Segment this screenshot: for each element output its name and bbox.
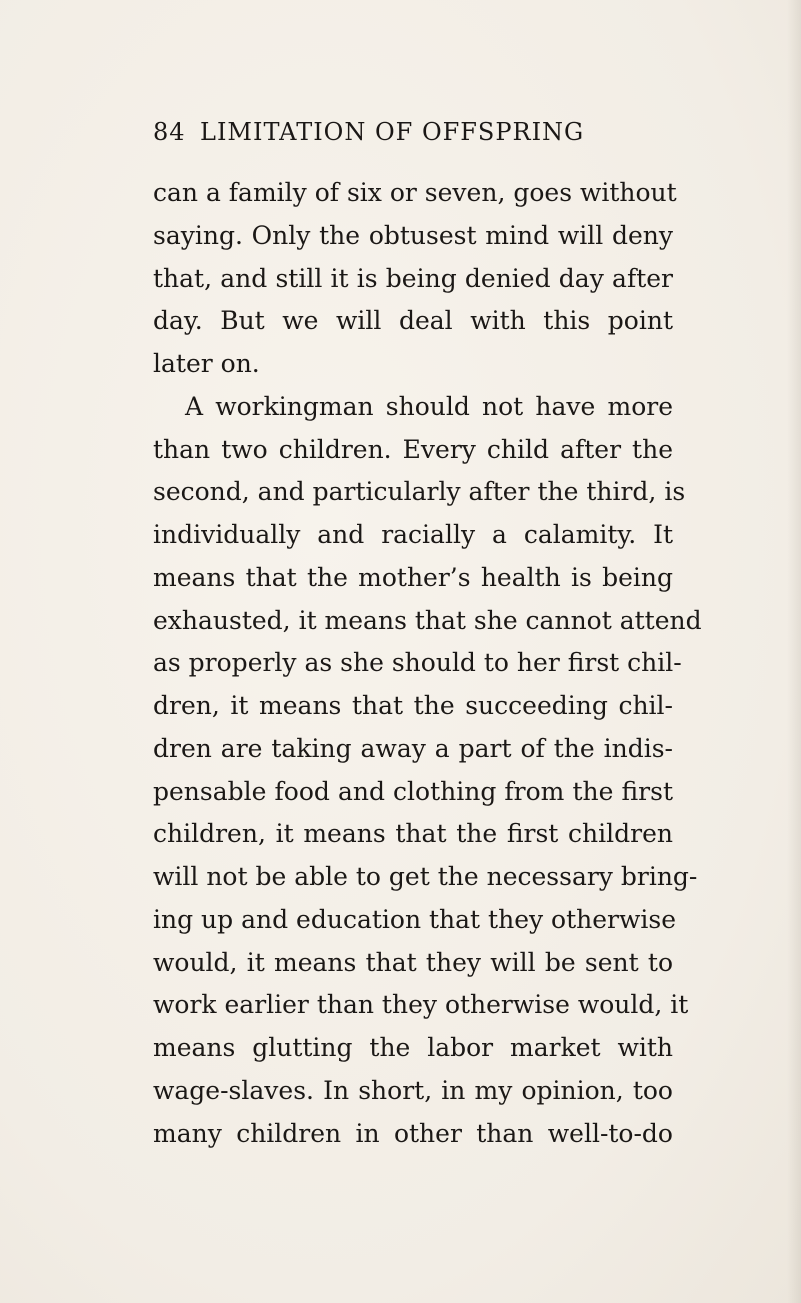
text-line: dren, it means that the succeeding chil- (153, 691, 673, 720)
text-line: second, and particularly after the third, is (153, 477, 686, 507)
text-line: means glutting the labor market with (153, 1033, 673, 1062)
text-line: than two children. Every child after the (153, 434, 673, 464)
text-line: pensable food and clothing from the first (153, 776, 673, 806)
text-line: many children in other than well-to-do (153, 1118, 673, 1148)
text-line: A workingman should not have more (185, 391, 673, 421)
text-line: individually and racially a calamity. It (153, 520, 673, 549)
text-line: dren are taking away a part of the indis- (153, 733, 673, 763)
text-line: later on. (153, 349, 260, 378)
text-line: wage-slaves. In short, in my opinion, too (153, 1075, 673, 1105)
text-line: can a family of six or seven, goes without (153, 178, 677, 207)
text-line: would, it means that they will be sent to (153, 947, 673, 977)
text-line: work earlier than they otherwise would, it (153, 990, 689, 1020)
text-line: as properly as she should to her first chil- (153, 648, 682, 678)
text-line: exhausted, it means that she cannot attend (153, 605, 702, 635)
text-line: will not be able to get the necessary bring- (153, 862, 698, 891)
text-line: day. But we will deal with this point (153, 306, 673, 336)
page-header (153, 118, 673, 152)
text-line: saying. Only the obtusest mind will deny (153, 220, 673, 250)
body-text (153, 172, 702, 1155)
page-edge-shadow (787, 0, 801, 1303)
text-line: means that the mother’s health is being (153, 562, 673, 592)
text-line: ing up and education that they otherwise (153, 904, 677, 934)
text-line: children, it means that the first children (153, 819, 673, 849)
running-title: LIMITATION OF OFFSPRING (200, 118, 585, 146)
text-line: that, and still it is being denied day after (153, 263, 673, 293)
page-number: 84 (153, 118, 186, 146)
